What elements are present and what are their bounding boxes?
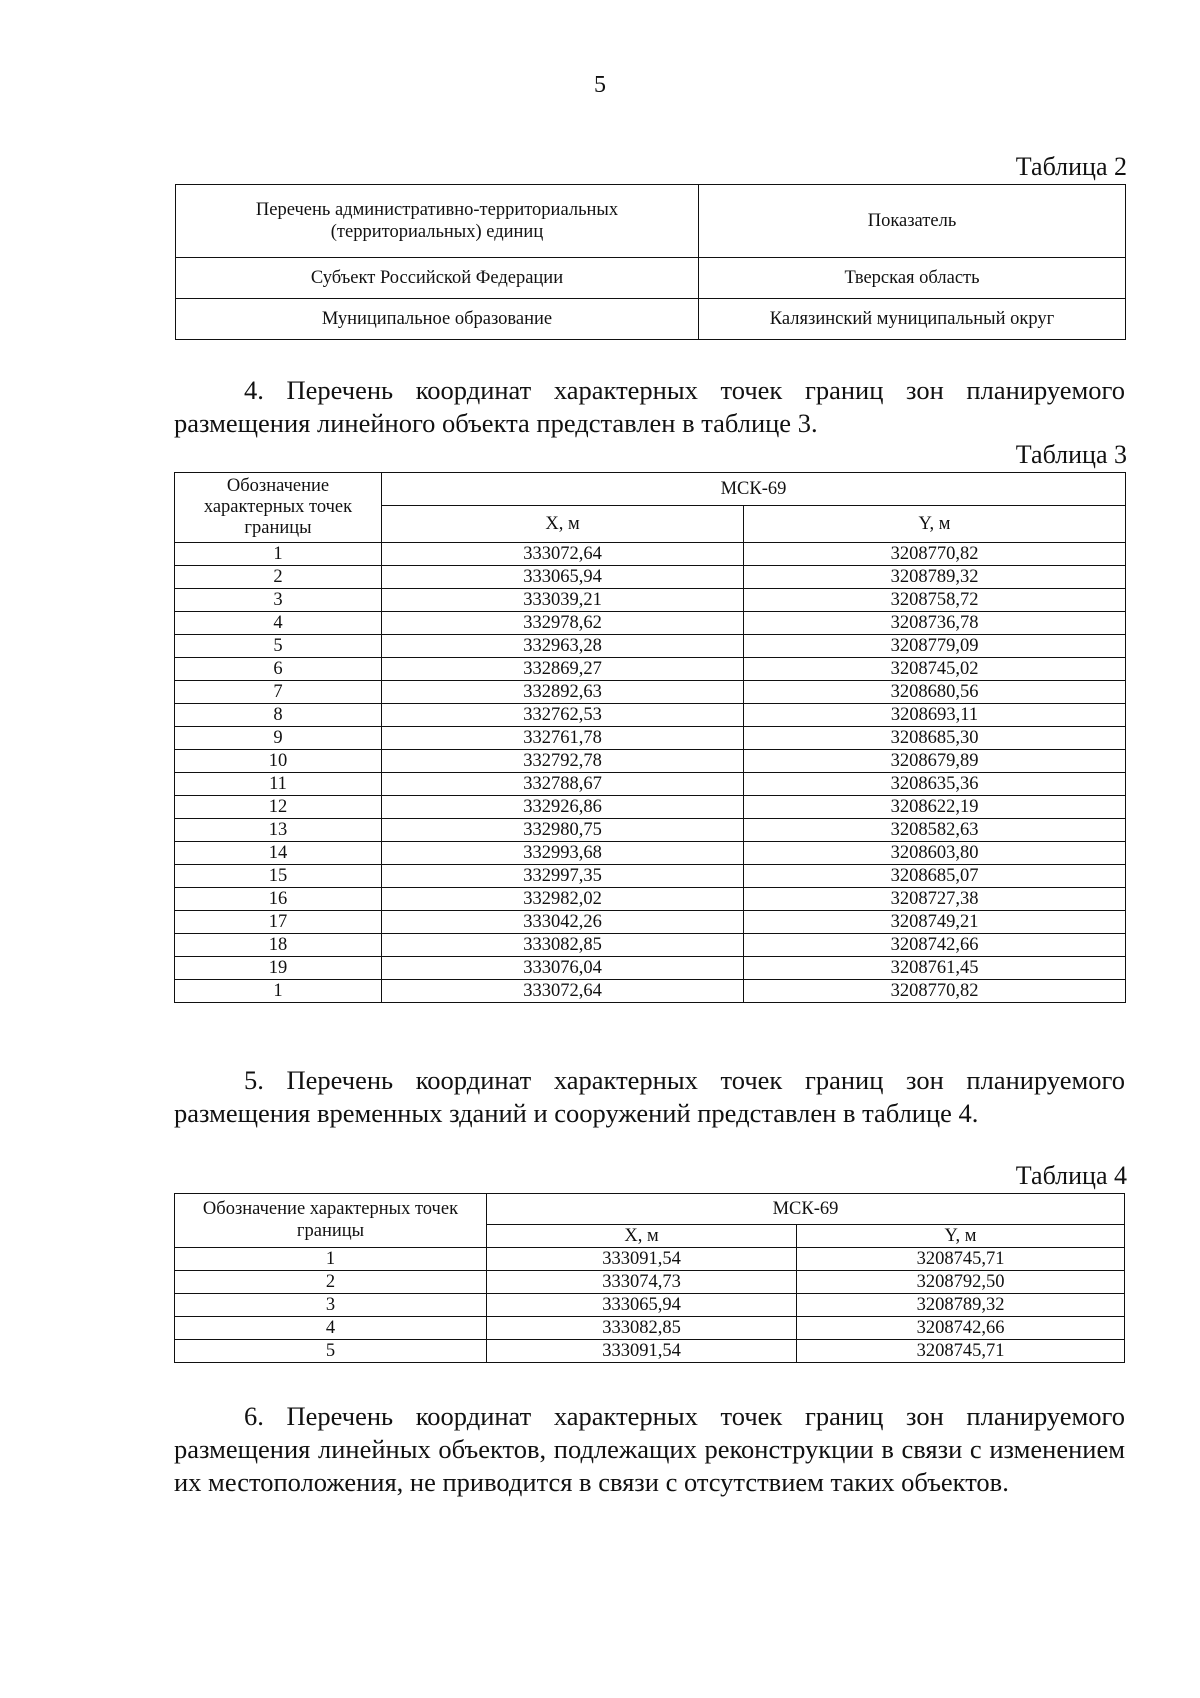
table4-cell-point: 4 xyxy=(175,1317,487,1340)
table3-cell-point: 4 xyxy=(175,612,382,635)
table3-row xyxy=(175,681,1126,704)
table4-row xyxy=(175,1248,1125,1271)
table2-header-indicator: Показатель xyxy=(699,185,1126,258)
table3-cell-x: 332993,68 xyxy=(382,842,744,865)
table3-body xyxy=(175,543,1126,1003)
table3-header-point-line2: характерных точек xyxy=(203,496,353,517)
table3-row xyxy=(175,704,1126,727)
table3 xyxy=(174,472,1126,1003)
table4-row xyxy=(175,1294,1125,1317)
table3-cell-point: 13 xyxy=(175,819,382,842)
table3-cell-y: 3208758,72 xyxy=(744,589,1126,612)
table4-body xyxy=(175,1248,1125,1363)
table3-cell-y: 3208582,63 xyxy=(744,819,1126,842)
table3-cell-point: 16 xyxy=(175,888,382,911)
table3-cell-y: 3208745,02 xyxy=(744,658,1126,681)
table3-cell-y: 3208736,78 xyxy=(744,612,1126,635)
table3-cell-point: 8 xyxy=(175,704,382,727)
table2 xyxy=(175,184,1126,340)
table3-cell-x: 332869,27 xyxy=(382,658,744,681)
table4-cell-y: 3208792,50 xyxy=(797,1271,1125,1294)
table4-cell-point: 3 xyxy=(175,1294,487,1317)
table3-cell-y: 3208693,11 xyxy=(744,704,1126,727)
table4-cell-x: 333074,73 xyxy=(487,1271,797,1294)
table3-cell-point: 1 xyxy=(175,980,382,1003)
table3-row xyxy=(175,934,1126,957)
table4-cell-point: 2 xyxy=(175,1271,487,1294)
table3-cell-point: 12 xyxy=(175,796,382,819)
page-number: 5 xyxy=(594,72,606,98)
table3-row xyxy=(175,543,1126,566)
table4-cell-point: 5 xyxy=(175,1340,487,1363)
table4-cell-y: 3208745,71 xyxy=(797,1340,1125,1363)
table3-cell-x: 333042,26 xyxy=(382,911,744,934)
table3-cell-x: 332963,28 xyxy=(382,635,744,658)
table3-cell-x: 332762,53 xyxy=(382,704,744,727)
table3-header-row xyxy=(175,473,1126,506)
table3-row xyxy=(175,750,1126,773)
table3-cell-y: 3208622,19 xyxy=(744,796,1126,819)
table3-cell-point: 6 xyxy=(175,658,382,681)
table3-row xyxy=(175,566,1126,589)
table3-cell-y: 3208679,89 xyxy=(744,750,1126,773)
table4-header-point-line2: границы xyxy=(296,1220,365,1241)
table3-cell-x: 332761,78 xyxy=(382,727,744,750)
table3-cell-x: 333082,85 xyxy=(382,934,744,957)
table3-cell-x: 333076,04 xyxy=(382,957,744,980)
table4-row xyxy=(175,1271,1125,1294)
table2-header-units-line2: (территориальных) единиц xyxy=(330,222,544,242)
table3-row xyxy=(175,911,1126,934)
table3-caption: Таблица 3 xyxy=(1015,440,1127,469)
table3-cell-point: 14 xyxy=(175,842,382,865)
paragraph-5: 5. Перечень координат характерных точек границ зон планируемого размещения временных зданий и сооружений представлен в таблице 4. xyxy=(174,1065,1125,1128)
table3-cell-y: 3208742,66 xyxy=(744,934,1126,957)
table3-cell-y: 3208727,38 xyxy=(744,888,1126,911)
table3-cell-x: 332926,86 xyxy=(382,796,744,819)
table3-cell-x: 332997,35 xyxy=(382,865,744,888)
table2-header-units xyxy=(176,185,699,258)
table3-cell-point: 1 xyxy=(175,543,382,566)
table3-cell-point: 18 xyxy=(175,934,382,957)
table4-cell-y: 3208745,71 xyxy=(797,1248,1125,1271)
table2-row xyxy=(176,258,1126,299)
table3-row xyxy=(175,612,1126,635)
table4-header-row xyxy=(175,1194,1125,1225)
table3-header-point xyxy=(175,473,382,543)
table3-header-system: МСК-69 xyxy=(382,473,1126,506)
paragraph-4: 4. Перечень координат характерных точек границ зон планируемого размещения линейного объекта представлен в таблице 3. xyxy=(174,375,1125,438)
table3-row xyxy=(175,842,1126,865)
table3-header-x: X, м xyxy=(382,506,744,543)
table3-cell-point: 9 xyxy=(175,727,382,750)
table3-row xyxy=(175,957,1126,980)
table4-cell-y: 3208789,32 xyxy=(797,1294,1125,1317)
table3-cell-x: 332980,75 xyxy=(382,819,744,842)
table2-cell-name: Субъект Российской Федерации xyxy=(176,258,699,299)
paragraph-6: 6. Перечень координат характерных точек границ зон планируемого размещения линейных объектов, подлежащих реконструкции в связи с изменением их местоположения, не приводится в связи с отсутствием таких объектов. xyxy=(174,1401,1125,1497)
table3-row xyxy=(175,865,1126,888)
table3-cell-point: 2 xyxy=(175,566,382,589)
table3-cell-y: 3208770,82 xyxy=(744,543,1126,566)
table2-header-row xyxy=(176,185,1126,258)
table3-cell-x: 332982,02 xyxy=(382,888,744,911)
table3-header-point-line1: Обозначение xyxy=(226,475,330,496)
table3-cell-y: 3208749,21 xyxy=(744,911,1126,934)
table4-header-x: X, м xyxy=(487,1225,797,1248)
table3-row xyxy=(175,727,1126,750)
table4-header-y: Y, м xyxy=(797,1225,1125,1248)
table4-cell-x: 333091,54 xyxy=(487,1340,797,1363)
table3-cell-x: 332788,67 xyxy=(382,773,744,796)
table3-cell-point: 7 xyxy=(175,681,382,704)
table3-row xyxy=(175,773,1126,796)
table4-cell-x: 333082,85 xyxy=(487,1317,797,1340)
table3-cell-y: 3208680,56 xyxy=(744,681,1126,704)
table3-row xyxy=(175,819,1126,842)
table3-row xyxy=(175,888,1126,911)
table4-cell-x: 333091,54 xyxy=(487,1248,797,1271)
table4-cell-x: 333065,94 xyxy=(487,1294,797,1317)
table4-row xyxy=(175,1317,1125,1340)
table3-cell-point: 3 xyxy=(175,589,382,612)
table3-cell-y: 3208761,45 xyxy=(744,957,1126,980)
table3-row xyxy=(175,589,1126,612)
table4-header-point-line1: Обозначение характерных точек xyxy=(202,1199,459,1220)
table4-header-point xyxy=(175,1194,487,1248)
table3-cell-y: 3208635,36 xyxy=(744,773,1126,796)
table2-row xyxy=(176,299,1126,340)
table3-cell-point: 15 xyxy=(175,865,382,888)
table3-row xyxy=(175,658,1126,681)
table3-cell-x: 332792,78 xyxy=(382,750,744,773)
table3-row xyxy=(175,796,1126,819)
table4-cell-point: 1 xyxy=(175,1248,487,1271)
table3-cell-x: 332892,63 xyxy=(382,681,744,704)
table4 xyxy=(174,1193,1125,1363)
table3-cell-point: 19 xyxy=(175,957,382,980)
table3-cell-y: 3208770,82 xyxy=(744,980,1126,1003)
table3-cell-x: 332978,62 xyxy=(382,612,744,635)
table2-header-units-line1: Перечень административно-территориальных xyxy=(255,199,619,220)
table3-cell-point: 10 xyxy=(175,750,382,773)
table3-cell-x: 333039,21 xyxy=(382,589,744,612)
table3-cell-y: 3208603,80 xyxy=(744,842,1126,865)
table3-cell-y: 3208779,09 xyxy=(744,635,1126,658)
table3-cell-point: 17 xyxy=(175,911,382,934)
table3-cell-point: 5 xyxy=(175,635,382,658)
table3-cell-x: 333072,64 xyxy=(382,980,744,1003)
table4-row xyxy=(175,1340,1125,1363)
table2-caption: Таблица 2 xyxy=(1015,152,1127,181)
table3-header-point-line3: границы xyxy=(244,518,312,539)
table3-row xyxy=(175,635,1126,658)
table3-cell-x: 333072,64 xyxy=(382,543,744,566)
table3-cell-y: 3208685,30 xyxy=(744,727,1126,750)
table3-cell-y: 3208685,07 xyxy=(744,865,1126,888)
table3-cell-x: 333065,94 xyxy=(382,566,744,589)
table4-header-system: МСК-69 xyxy=(487,1194,1125,1225)
table3-cell-point: 11 xyxy=(175,773,382,796)
table2-cell-value: Калязинский муниципальный округ xyxy=(699,299,1126,340)
table2-cell-value: Тверская область xyxy=(699,258,1126,299)
table4-cell-y: 3208742,66 xyxy=(797,1317,1125,1340)
table3-header-y: Y, м xyxy=(744,506,1126,543)
table4-caption: Таблица 4 xyxy=(1015,1161,1127,1190)
table3-row xyxy=(175,980,1126,1003)
table2-cell-name: Муниципальное образование xyxy=(176,299,699,340)
table3-cell-y: 3208789,32 xyxy=(744,566,1126,589)
